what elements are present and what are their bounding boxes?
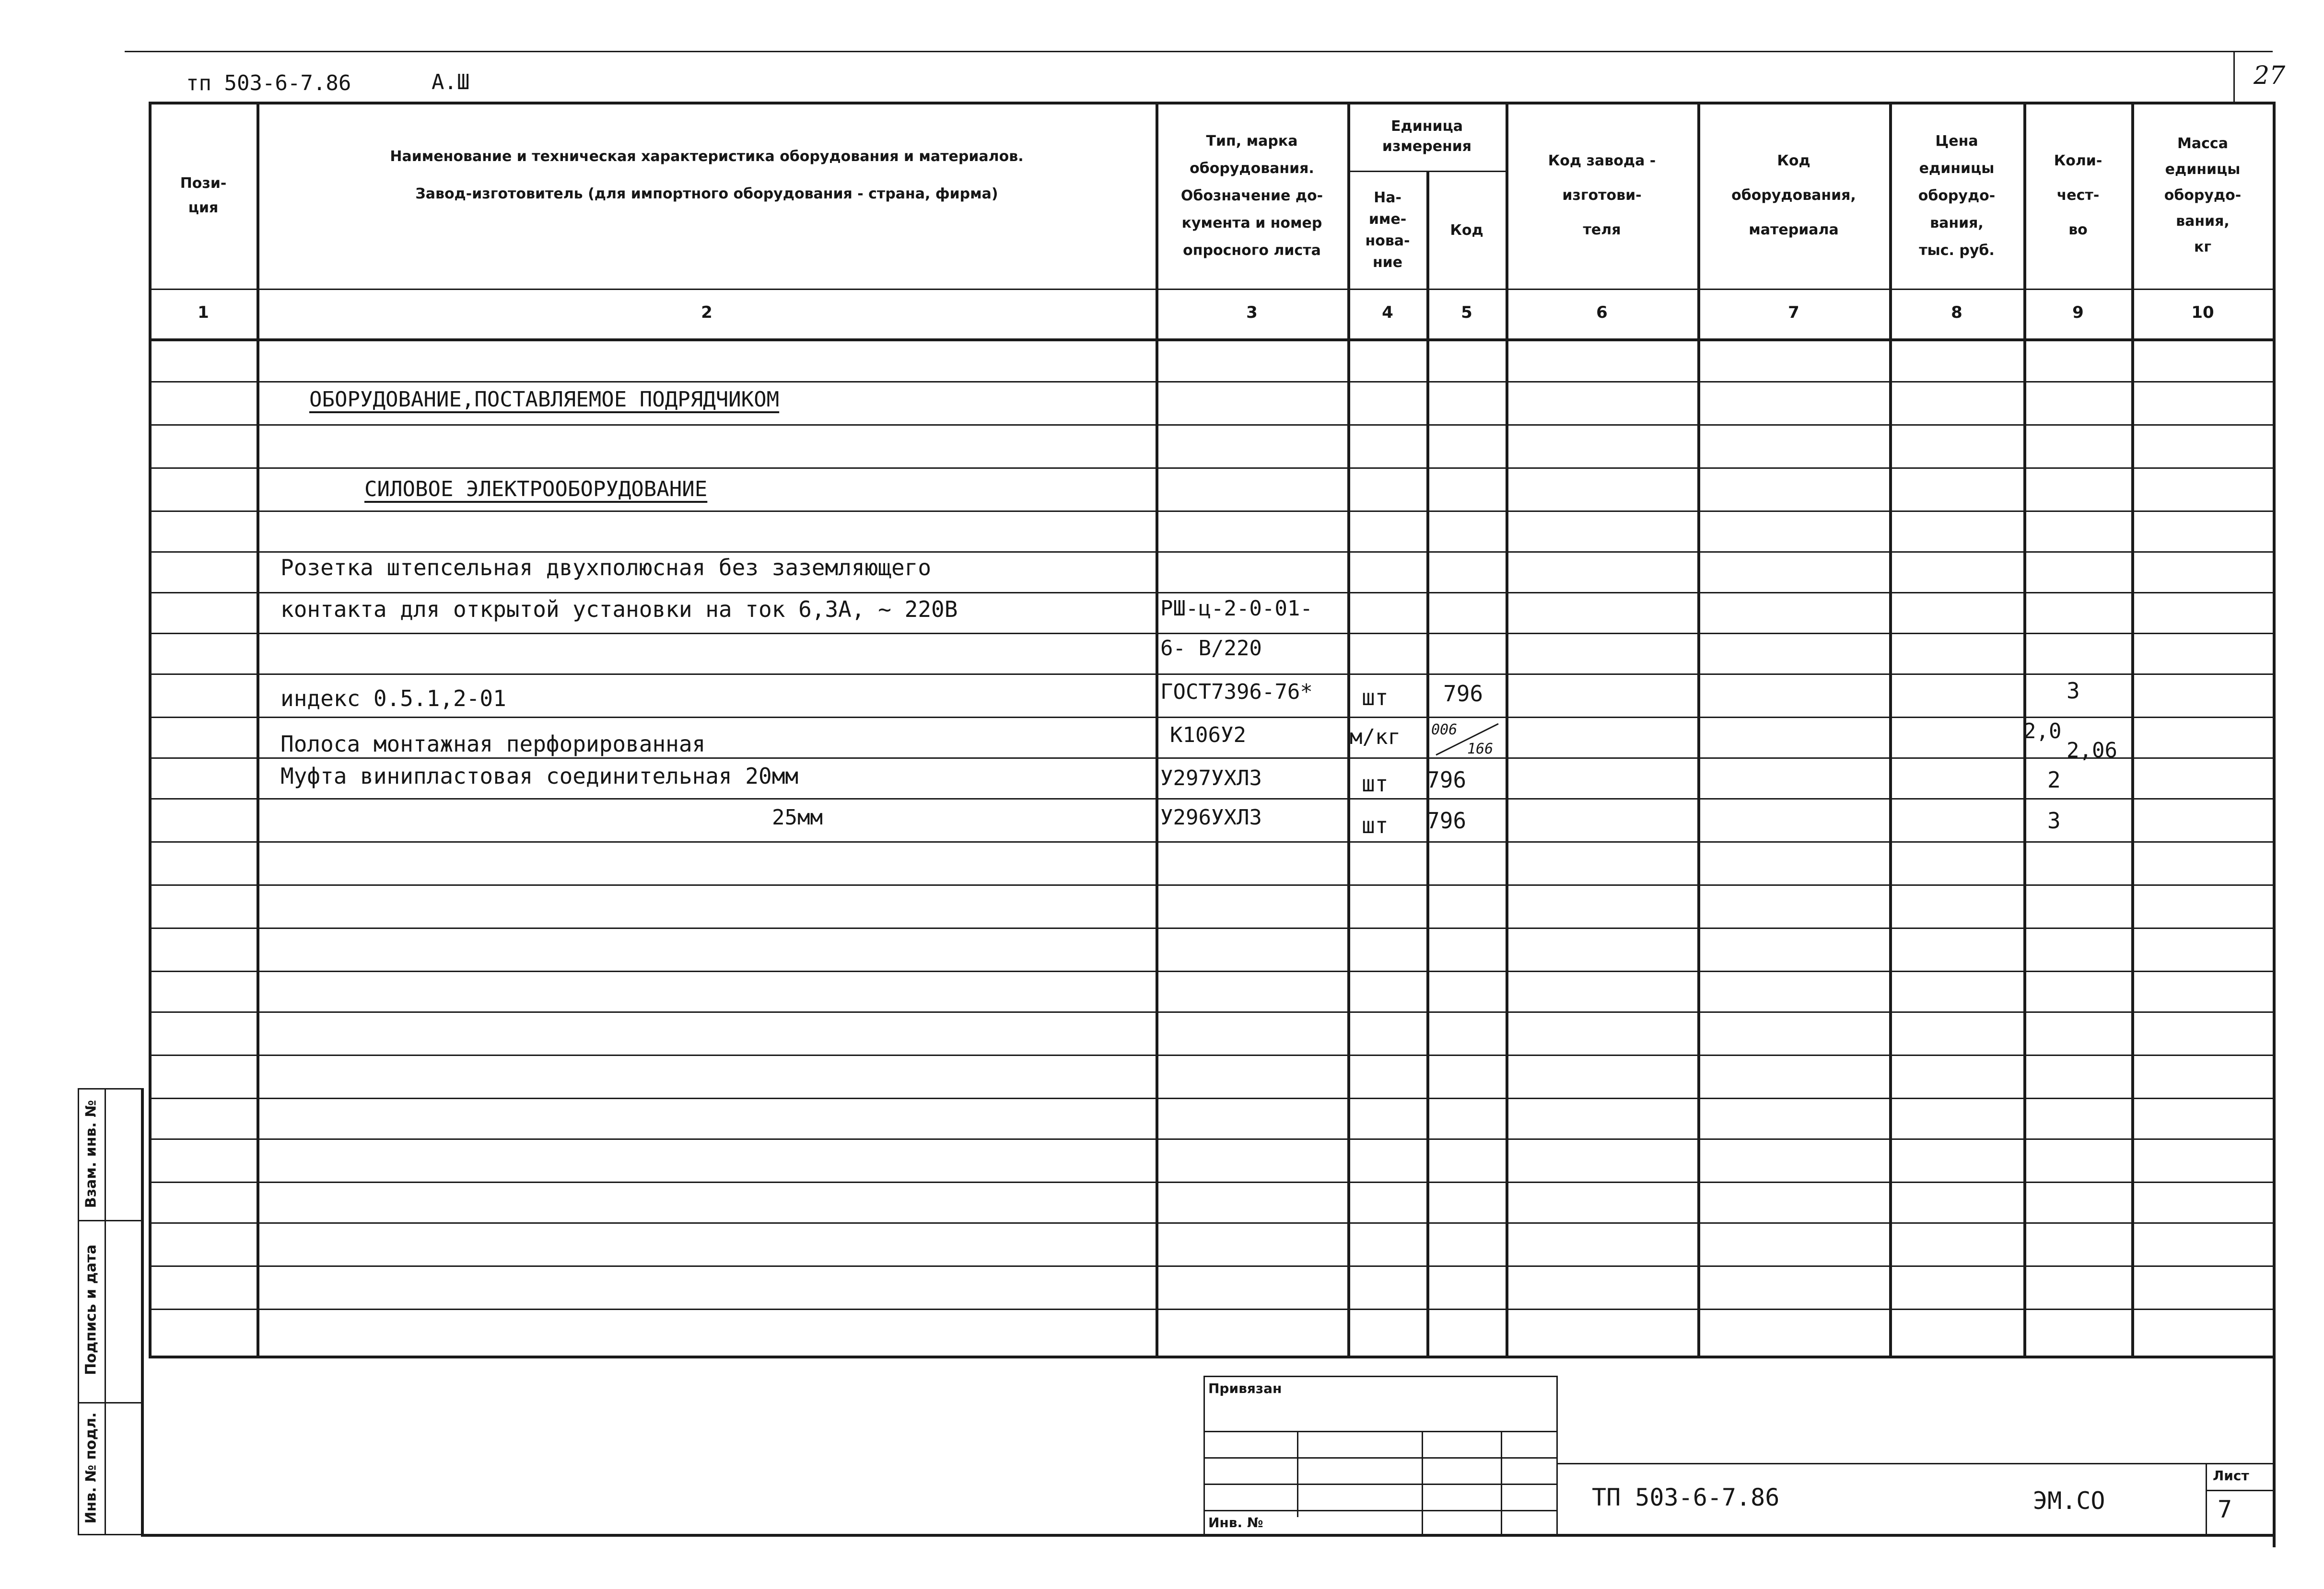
header-name: Наименование и техническая характеристика оборудования и материалов. Завод-изготовитель (для импортного оборудования - страна, фирма) xyxy=(390,148,1024,202)
item1-name-line1: Розетка штепсельная двухполюсная без заземляющего xyxy=(280,555,932,580)
col-num-4: 4 xyxy=(1382,303,1393,322)
table-row-line xyxy=(149,1182,2273,1183)
item1-gost: ГОСТ7396-76* xyxy=(1160,680,1313,704)
item2-qty-bottom: 2,06 xyxy=(2067,738,2117,763)
privyazan-col3 xyxy=(1501,1431,1502,1534)
table-row-line xyxy=(149,841,2273,843)
table-row-line xyxy=(149,510,2273,512)
title-block-right xyxy=(2273,1356,2276,1547)
page-corner-number: 27 xyxy=(2254,61,2286,90)
table-row-line xyxy=(149,381,2273,383)
table-row-line xyxy=(149,798,2273,800)
privyazan-label: Привязан xyxy=(1208,1380,1282,1396)
corner-box-line xyxy=(2233,51,2235,104)
header-unit-group: Единица измерения xyxy=(1382,118,1472,155)
table-row-line xyxy=(149,928,2273,929)
item1-type-line2: 6- В/220 xyxy=(1160,636,1262,661)
side-stamp-right xyxy=(141,1088,144,1534)
title-mark: ЭМ.СО xyxy=(2033,1487,2105,1515)
header-unit-name: На- име- нова- ние xyxy=(1365,189,1410,271)
item4-type: У296УХЛ3 xyxy=(1160,805,1262,830)
side-stamp-left xyxy=(78,1088,79,1534)
col-line-left xyxy=(149,102,152,1356)
item1-name-line2: контакта для открытой установки на ток 6,3А, ~ 220В xyxy=(280,596,958,622)
item4-code: 796 xyxy=(1426,808,1467,834)
item1-code: 796 xyxy=(1443,681,1483,707)
item1-name-line3: индекс 0.5.1,2-01 xyxy=(280,685,506,711)
table-row-line xyxy=(149,673,2273,675)
table-row-line xyxy=(149,467,2273,469)
item2-qty-top: 2,0 xyxy=(2023,719,2062,743)
table-row-line xyxy=(149,1309,2273,1310)
side-stamp-mid xyxy=(105,1088,106,1534)
table-row-line xyxy=(149,551,2273,553)
table-row-line xyxy=(149,1138,2273,1140)
item2-name: Полоса монтажная перфорированная xyxy=(280,731,706,757)
sheet-box-left xyxy=(2206,1463,2207,1534)
side-stamp-inv-podl: Инв. № подл. xyxy=(82,1412,100,1524)
col-num-10: 10 xyxy=(2191,303,2214,322)
table-row-line xyxy=(149,1011,2273,1013)
sheet-label: Лист xyxy=(2213,1468,2249,1484)
table-row-line xyxy=(149,1055,2273,1056)
privyazan-col2 xyxy=(1422,1431,1423,1534)
album-code: А.Ш xyxy=(432,70,470,94)
sheet-number: 7 xyxy=(2218,1496,2232,1523)
col-line-9 xyxy=(2131,102,2134,1356)
col-num-8: 8 xyxy=(1951,303,1962,322)
col-num-6: 6 xyxy=(1596,303,1608,322)
privyazan-row3 xyxy=(1203,1484,1556,1485)
col-num-2: 2 xyxy=(701,303,712,322)
table-row-line xyxy=(149,1222,2273,1224)
section-title-contractor: ОБОРУДОВАНИЕ,ПОСТАВЛЯЕМОЕ ПОДРЯДЧИКОМ xyxy=(309,387,780,412)
privyazan-row2 xyxy=(1203,1457,1556,1459)
privyazan-row1 xyxy=(1203,1431,1556,1432)
doc-code-top: тп 503-6-7.86 xyxy=(186,71,351,95)
sheet-box-mid xyxy=(2206,1490,2273,1491)
col-num-9: 9 xyxy=(2072,303,2084,322)
table-row-line xyxy=(149,1265,2273,1267)
privyazan-row4 xyxy=(1203,1510,1556,1511)
header-position: Пози- ция xyxy=(180,175,227,216)
table-row-line xyxy=(149,592,2273,593)
col-num-3: 3 xyxy=(1246,303,1258,322)
col-line-right xyxy=(2273,102,2276,1356)
header-mass: Масса единицы оборудо- вания, кг xyxy=(2164,135,2242,255)
privyazan-box-right xyxy=(1556,1376,1558,1534)
item3-quantity: 2 xyxy=(2047,767,2061,793)
item3-unit: шт xyxy=(1362,771,1389,797)
side-stamp-vzam: Взам. инв. № xyxy=(82,1100,100,1208)
item1-quantity: 3 xyxy=(2067,678,2080,704)
main-stamp-top xyxy=(1556,1463,2273,1464)
header-type: Тип, марка оборудования. Обозначение до- кумента и номер опросного листа xyxy=(1180,132,1323,259)
title-doc-code: ТП 503-6-7.86 xyxy=(1592,1484,1780,1511)
table-row-line xyxy=(149,1098,2273,1099)
table-row-line xyxy=(149,633,2273,634)
item2-unit: м/кг xyxy=(1350,725,1401,749)
privyazan-box-top xyxy=(1203,1376,1556,1377)
top-frame-line xyxy=(125,51,2273,52)
col-line-7 xyxy=(1889,102,1892,1356)
side-stamp-bottom xyxy=(78,1534,142,1535)
item2-code-top: 006 xyxy=(1431,721,1458,738)
item2-code-bottom: 166 xyxy=(1467,741,1494,757)
table-bottom-border xyxy=(149,1356,2273,1358)
col-line-2 xyxy=(1156,102,1158,1356)
item3-code: 796 xyxy=(1426,767,1467,793)
header-equipment-code: Код оборудования, материала xyxy=(1731,152,1856,238)
col-line-6 xyxy=(1697,102,1700,1356)
item4-quantity: 3 xyxy=(2047,808,2061,834)
table-row-line xyxy=(149,717,2273,718)
item4-unit: шт xyxy=(1362,812,1389,838)
inv-no-label: Инв. № xyxy=(1208,1515,1263,1531)
title-block-bottom xyxy=(141,1534,2275,1537)
section-title-power: СИЛОВОЕ ЭЛЕКТРООБОРУДОВАНИЕ xyxy=(364,477,708,501)
number-row-bottom xyxy=(149,338,2273,341)
table-row-line xyxy=(149,884,2273,886)
table-row-line xyxy=(149,424,2273,426)
header-quantity: Коли- чест- во xyxy=(2054,152,2102,238)
header-factory-code: Код завода - изготови- теля xyxy=(1548,152,1656,238)
header-price: Цена единицы оборудо- вания, тыс. руб. xyxy=(1918,132,1996,259)
col-line-5 xyxy=(1506,102,1508,1356)
col-line-1 xyxy=(257,102,259,1356)
item2-code-slash xyxy=(1426,719,1506,762)
header-unit-code: Код xyxy=(1450,221,1483,239)
table-row-line xyxy=(149,971,2273,972)
side-stamp-div1 xyxy=(78,1220,142,1221)
item3-type: У297УХЛ3 xyxy=(1160,766,1262,790)
table-row-line xyxy=(149,757,2273,759)
item1-unit: шт xyxy=(1362,684,1389,710)
item2-type: К106У2 xyxy=(1170,723,1246,747)
col-line-4 xyxy=(1426,171,1429,1356)
col-num-1: 1 xyxy=(198,303,209,322)
header-bottom-line xyxy=(149,289,2273,290)
item4-name: 25мм xyxy=(772,805,823,830)
item1-type-line1: РШ-ц-2-0-01- xyxy=(1160,596,1313,621)
col-num-7: 7 xyxy=(1788,303,1799,322)
col-num-5: 5 xyxy=(1461,303,1472,322)
side-stamp-podpis: Подпись и дата xyxy=(82,1244,100,1375)
privyazan-col1 xyxy=(1297,1431,1298,1517)
item3-name: Муфта винипластовая соединительная 20мм xyxy=(280,763,799,789)
